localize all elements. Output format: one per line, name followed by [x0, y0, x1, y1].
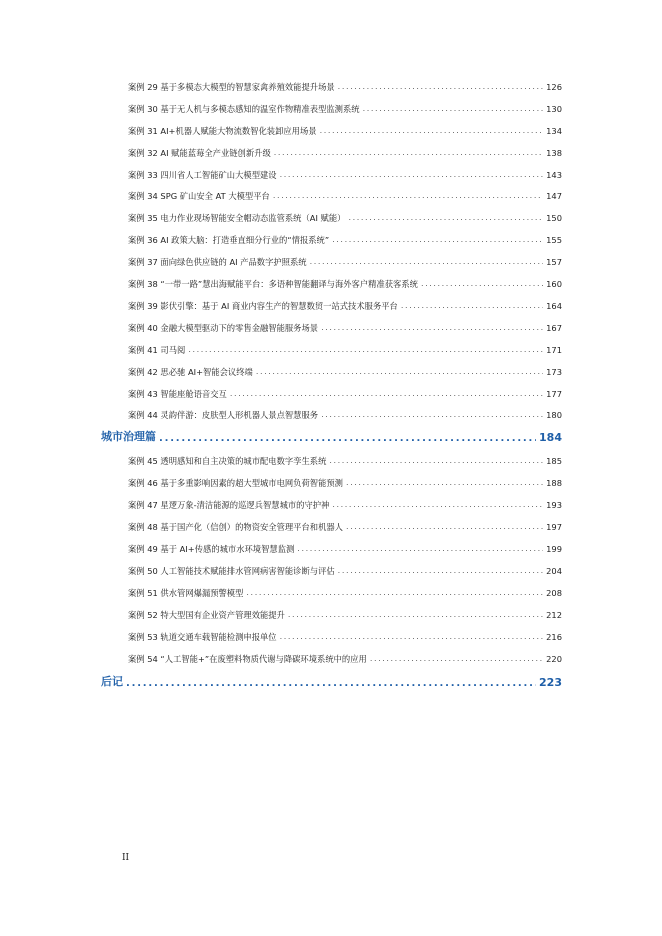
toc-entry[interactable] [128, 166, 562, 180]
toc-entry-title: 案例 48 基于国产化（信创）的物资安全管理平台和机器人 [128, 522, 343, 532]
dot-leader [280, 632, 544, 642]
toc-entry[interactable] [128, 253, 562, 267]
toc-section-page: 223 [539, 676, 562, 689]
dot-leader [401, 301, 543, 311]
dot-leader [246, 588, 543, 598]
toc-entry[interactable] [128, 275, 562, 289]
page-number: II [122, 853, 130, 863]
toc-entry[interactable] [128, 584, 562, 598]
toc-entry-page: 180 [546, 410, 562, 420]
toc-entry-title: 案例 50 人工智能技术赋能排水管网病害智能诊断与评估 [128, 566, 335, 576]
toc-entry-page: 208 [546, 588, 562, 598]
toc-entry-page: 164 [546, 301, 562, 311]
toc-entry-title: 案例 44 灵韵伴游：皮肤型人形机器人景点智慧服务 [128, 410, 319, 420]
dot-leader [321, 410, 543, 420]
dot-leader [329, 456, 543, 466]
toc-section-title: 后记 [101, 675, 123, 688]
dot-leader [310, 257, 544, 267]
toc-entry[interactable] [128, 78, 562, 92]
toc-entry-title: 案例 53 轨道交通车载智能检测申报单位 [128, 632, 277, 642]
toc-entry-title: 案例 49 基于 AI+传感的城市水环境智慧监测 [128, 544, 295, 554]
toc-entry-title: 案例 30 基于无人机与多模态感知的温室作物精准表型监测系统 [128, 104, 360, 114]
toc-entry[interactable] [128, 562, 562, 576]
toc-entry-title: 案例 52 特大型国有企业资产管理效能提升 [128, 610, 285, 620]
dot-leader [126, 678, 536, 689]
toc-entry[interactable] [128, 319, 562, 333]
toc-entry-title: 案例 29 基于多模态大模型的智慧家禽养殖效能提升场景 [128, 82, 335, 92]
toc-entry[interactable] [128, 144, 562, 158]
toc-entry-title: 案例 47 星逻万象-清洁能源的巡逻兵智慧城市的守护神 [128, 500, 330, 510]
dot-leader [346, 522, 543, 532]
toc-entry-title: 案例 54 “人工智能+”在废塑料物质代谢与降碳环境系统中的应用 [128, 654, 367, 664]
toc-entry[interactable] [128, 209, 562, 223]
toc-entry-page: 171 [546, 345, 562, 355]
toc-entry[interactable] [128, 385, 562, 399]
toc-entry[interactable] [128, 341, 562, 355]
dot-leader [320, 126, 544, 136]
toc-entry[interactable] [128, 363, 562, 377]
dot-leader [230, 389, 543, 399]
toc-entry[interactable] [128, 496, 562, 510]
toc-entry-title: 案例 42 思必驰 AI+智能会议终端 [128, 367, 253, 377]
dot-leader [280, 170, 544, 180]
toc-entry-page: 155 [546, 235, 562, 245]
toc-entry-title: 案例 45 透明感知和自主决策的城市配电数字孪生系统 [128, 456, 327, 466]
dot-leader [288, 610, 543, 620]
toc-entry-title: 案例 36 AI 政策大脑：打造垂直细分行业的“情报系统” [128, 235, 330, 245]
toc-entry-title: 案例 51 供水管网爆漏预警模型 [128, 588, 244, 598]
dot-leader [346, 478, 543, 488]
dot-leader [363, 104, 544, 114]
toc-section-afterword[interactable] [101, 673, 562, 689]
toc-entry-page: 204 [546, 566, 562, 576]
toc-entry-title: 案例 41 司马阅 [128, 345, 186, 355]
toc-entry-title: 案例 38 “一带一路”慧出海赋能平台：多语种智能翻译与海外客户精准获客系统 [128, 279, 418, 289]
dot-leader [159, 433, 536, 444]
toc-entry-page: 212 [546, 610, 562, 620]
toc-entry[interactable] [128, 606, 562, 620]
toc-entry-page: 138 [546, 148, 562, 158]
toc-entry[interactable] [128, 540, 562, 554]
toc-section-title: 城市治理篇 [101, 430, 156, 443]
toc-entry-title: 案例 32 AI 赋能蓝莓全产业链创新升级 [128, 148, 271, 158]
toc-entry-page: 130 [546, 104, 562, 114]
toc-entry-page: 143 [546, 170, 562, 180]
toc-entry-title: 案例 37 面向绿色供应链的 AI 产品数字护照系统 [128, 257, 307, 267]
dot-leader [348, 213, 543, 223]
dot-leader [274, 148, 543, 158]
toc-entry-page: 150 [546, 213, 562, 223]
dot-leader [188, 345, 543, 355]
toc-entry-page: 167 [546, 323, 562, 333]
toc-entry-page: 157 [546, 257, 562, 267]
toc-entry-page: 185 [546, 456, 562, 466]
toc-entry-title: 案例 31 AI+机器人赋能大物流数智化装卸应用场景 [128, 126, 317, 136]
toc-entry[interactable] [128, 474, 562, 488]
toc-entry-page: 220 [546, 654, 562, 664]
toc-entry-page: 173 [546, 367, 562, 377]
toc-entry[interactable] [128, 187, 562, 201]
toc-entry-page: 126 [546, 82, 562, 92]
toc-entry[interactable] [128, 122, 562, 136]
toc-entry-page: 193 [546, 500, 562, 510]
toc-entry[interactable] [128, 628, 562, 642]
toc-entry-page: 197 [546, 522, 562, 532]
toc-entry[interactable] [128, 231, 562, 245]
toc-entry-page: 160 [546, 279, 562, 289]
toc-entry-title: 案例 46 基于多重影响因素的超大型城市电网负荷智能预测 [128, 478, 343, 488]
toc-section-page: 184 [539, 431, 562, 444]
dot-leader [256, 367, 543, 377]
dot-leader [273, 191, 543, 201]
dot-leader [421, 279, 543, 289]
dot-leader [332, 235, 543, 245]
dot-leader [297, 544, 543, 554]
toc-entry-title: 案例 34 SPG 矿山安全 AT 大模型平台 [128, 191, 270, 201]
toc-entry[interactable] [128, 452, 562, 466]
dot-leader [321, 323, 543, 333]
toc-entry-page: 199 [546, 544, 562, 554]
dot-leader [338, 82, 543, 92]
toc-entry-title: 案例 43 智能座舱语音交互 [128, 389, 227, 399]
toc-entry[interactable] [128, 100, 562, 114]
toc-entry-page: 188 [546, 478, 562, 488]
toc-entry[interactable] [128, 406, 562, 420]
toc-entry-title: 案例 39 影伏引擎：基于 AI 商业内容生产的智慧数贸一站式技术服务平台 [128, 301, 398, 311]
toc-entry[interactable] [128, 518, 562, 532]
toc-entry-page: 216 [546, 632, 562, 642]
toc-entry-title: 案例 40 金融大模型驱动下的零售金融智能服务场景 [128, 323, 319, 333]
dot-leader [370, 654, 543, 664]
dot-leader [338, 566, 543, 576]
toc-entry-page: 177 [546, 389, 562, 399]
dot-leader [332, 500, 543, 510]
toc-entry[interactable] [128, 297, 562, 311]
toc-entry-title: 案例 33 四川省人工智能矿山大模型建设 [128, 170, 277, 180]
toc-entry-page: 134 [546, 126, 562, 136]
toc-entry-title: 案例 35 电力作业现场智能安全帽动态监管系统（AI 赋能） [128, 213, 346, 223]
toc-entry-page: 147 [546, 191, 562, 201]
toc-section-city-governance[interactable] [101, 428, 562, 444]
toc-entry[interactable] [128, 650, 562, 664]
